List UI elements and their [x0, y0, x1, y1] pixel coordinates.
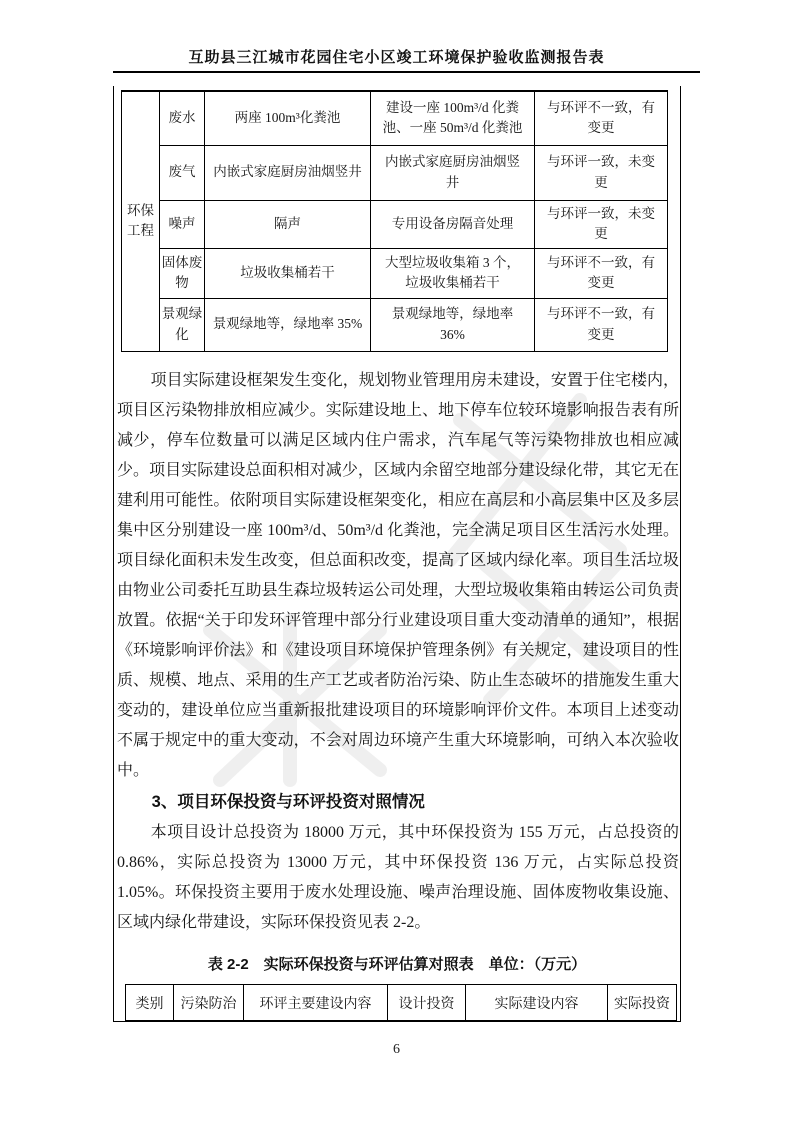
ep-eia-content: 两座 100m³化粪池	[205, 91, 371, 145]
ep-category: 废水	[160, 91, 205, 145]
ep-actual-content: 大型垃圾收集箱 3 个，垃圾收集桶若干	[371, 248, 535, 298]
ep-eia-content: 垃圾收集桶若干	[205, 248, 371, 298]
column-header: 实际建设内容	[466, 985, 608, 1021]
ep-comparison: 与环评一致，未变更	[535, 200, 668, 248]
ep-eia-content: 隔声	[205, 200, 371, 248]
ep-comparison: 与环评不一致，有变更	[535, 248, 668, 298]
ep-actual-content: 建设一座 100m³/d 化粪池、一座 50m³/d 化粪池	[371, 91, 535, 145]
ep-actual-content: 内嵌式家庭厨房油烟竖井	[371, 145, 535, 200]
ep-eia-content: 内嵌式家庭厨房油烟竖井	[205, 145, 371, 200]
table-header-row	[126, 985, 677, 1021]
ep-category: 废气	[160, 145, 205, 200]
table-row	[122, 200, 668, 248]
investment-table	[125, 984, 677, 1021]
column-header: 实际投资	[608, 985, 677, 1021]
ep-comparison: 与环评不一致，有变更	[535, 298, 668, 351]
ep-works-table	[121, 90, 668, 352]
paragraph-change-description: 项目实际建设框架发生变化，规划物业管理用房未建设，安置于住宅楼内，项目区污染物排放相应减少。实际建设地上、地下停车位较环境影响报告表有所减少，停车位数量可以满足区域内住户需求，汽车尾气等污染物排放也相应减少。项目实际建设总面积相对减少，区域内余留空地部分建设绿化带，其它无在建利用可能性。依附项目实际建设框架变化，相应在高层和小高层集中区及多层集中区分别建设一座 100m³/d、50m³/d 化粪池，完全满足项目区生活污水处理。项目绿化面积未发生改变，但总面积改变，提高了区域内绿化率。项目生活垃圾由物业公司委托互助县生森垃圾转运公司处理，大型垃圾收集箱由转运公司负责放置。依据“关于印发环评管理中部分行业建设项目重大变动清单的通知”，根据《环境影响评价法》和《建设项目环境保护管理条例》有关规定，建设项目的性质、规模、地点、采用的生产工艺或者防治污染、防止生态破坏的措施发生重大变动的，建设单位应当重新报批建设项目的环境影响评价文件。本项目上述变动不属于规定中的重大变动，不会对周边环境产生重大环境影响，可纳入本次验收中。	[117, 372, 679, 779]
table-row	[122, 298, 668, 351]
ep-actual-content: 专用设备房隔音处理	[371, 200, 535, 248]
ep-comparison: 与环评一致，未变更	[535, 145, 668, 200]
section-heading-investment: 3、项目环保投资与环评投资对照情况	[151, 793, 425, 811]
table-row	[122, 248, 668, 298]
page-number: 6	[393, 1042, 400, 1057]
ep-category: 噪声	[160, 200, 205, 248]
column-header: 类别	[126, 985, 174, 1021]
paragraph-investment: 本项目设计总投资为 18000 万元，其中环保投资为 155 万元，占总投资的 0.86%，实际总投资为 13000 万元，其中环保投资 136 万元，占实际总投资 1.05%。环保投资主要用于废水处理设施、噪声治理设施、固体废物收集设施、区域内绿化带建设，实际环保投资见表 2-2。	[117, 824, 679, 931]
header-rule	[113, 71, 700, 73]
column-header: 设计投资	[388, 985, 466, 1021]
table2-caption: 表 2-2 实际环保投资与环评估算对照表 单位：（万元）	[207, 956, 587, 973]
ep-eia-content: 景观绿地等，绿地率 35%	[205, 298, 371, 351]
ep-comparison: 与环评不一致，有变更	[535, 91, 668, 145]
ep-category: 景观绿化	[160, 298, 205, 351]
page-title: 互助县三江城市花园住宅小区竣工环境保护验收监测报告表	[188, 49, 605, 66]
column-header: 污染防治	[174, 985, 244, 1021]
table-row	[122, 145, 668, 200]
ep-actual-content: 景观绿地等，绿地率 36%	[371, 298, 535, 351]
column-header: 环评主要建设内容	[244, 985, 388, 1021]
ep-category: 固体废物	[160, 248, 205, 298]
table-row	[122, 91, 668, 145]
body-text	[117, 366, 679, 938]
ep-group-label: 环保工程	[122, 91, 160, 351]
